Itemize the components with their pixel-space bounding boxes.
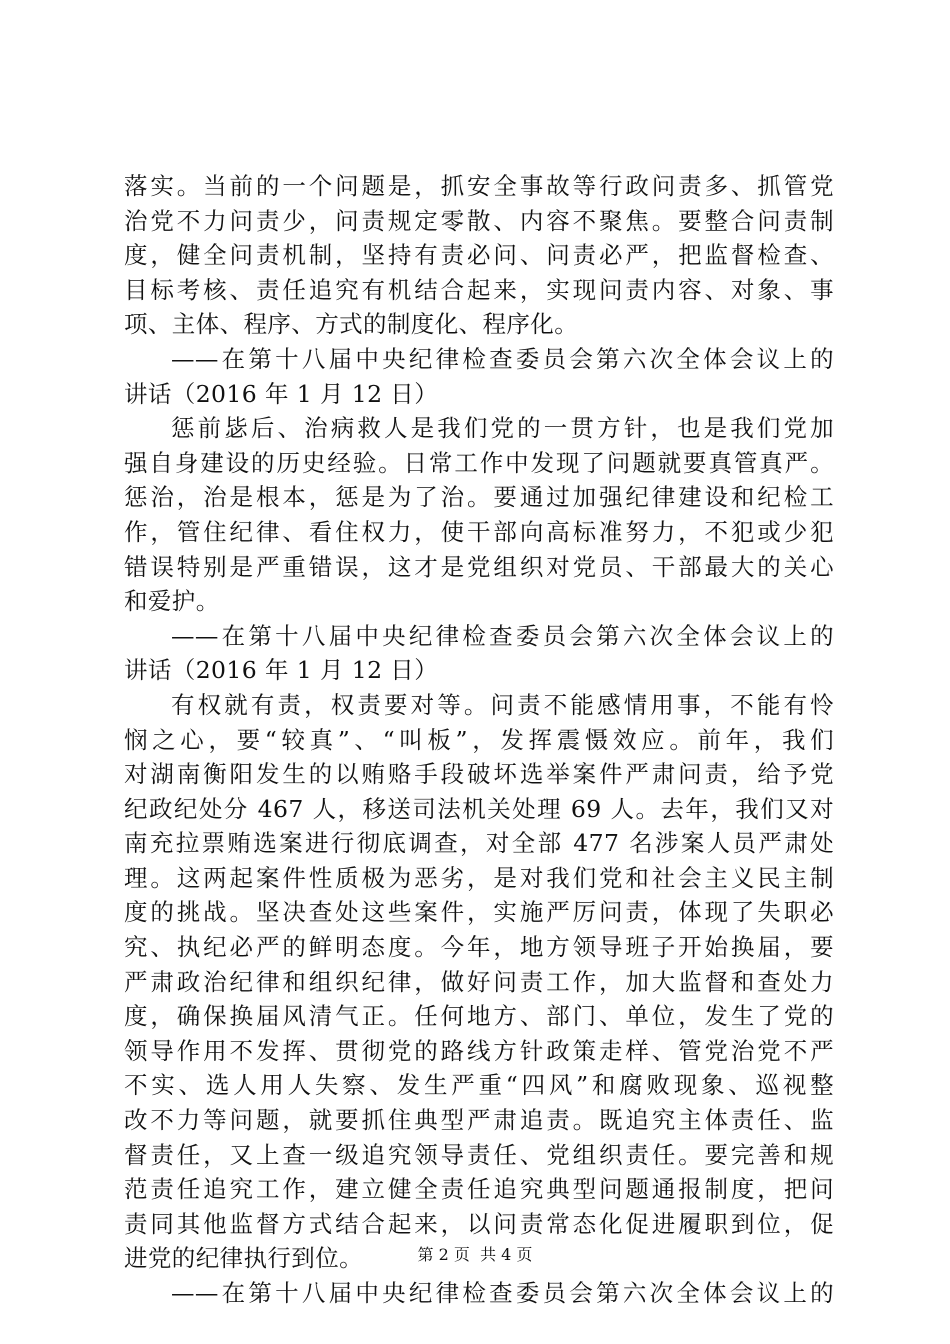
text-line: 度的挑战。坚决查处这些案件，实施严厉问责，体现了失职必 <box>124 898 834 927</box>
text-line: 目标考核、责任追究有机结合起来，实现问责内容、对象、事 <box>124 275 834 304</box>
text-line: 纪政纪处分 467 人，移送司法机关处理 69 人。去年，我们又对 <box>124 794 834 823</box>
text-line: 不实、选人用人失察、发生严重“四风”和腐败现象、巡视整 <box>124 1071 834 1100</box>
text-line: 对湖南衡阳发生的以贿赂手段破坏选举案件严肃问责，给予党 <box>124 760 834 789</box>
text-line: 惩治，治是根本，惩是为了治。要通过加强纪律建设和纪检工 <box>124 483 834 512</box>
text-line: 究、执纪必严的鲜明态度。今年，地方领导班子开始换届，要 <box>124 933 834 962</box>
text-line: 作，管住纪律、看住权力，使干部向高标准努力，不犯或少犯 <box>124 517 834 546</box>
text-line: 领导作用不发挥、贯彻党的路线方针政策走样、管党治党不严 <box>124 1036 834 1065</box>
source-attribution-line: ——在第十八届中央纪律检查委员会第六次全体会议上的 <box>171 1279 834 1307</box>
text-line: 督责任，又上查一级追究领导责任、党组织责任。要完善和规 <box>124 1140 834 1169</box>
text-line: 责同其他监督方式结合起来，以问责常态化促进履职到位，促 <box>124 1209 834 1238</box>
text-line: 落实。当前的一个问题是，抓安全事故等行政问责多、抓管党 <box>124 172 834 200</box>
document-body <box>124 169 834 1311</box>
page-footer-label: 第 2 页 共 4 页 <box>417 1245 533 1264</box>
text-line: 度，确保换届风清气正。任何地方、部门、单位，发生了党的 <box>124 1002 834 1031</box>
text-line: 治党不力问责少，问责规定零散、内容不聚焦。要整合问责制 <box>124 206 834 235</box>
source-attribution-date: 讲话（2016 年 1 月 12 日） <box>124 656 439 685</box>
text-line: 强自身建设的历史经验。日常工作中发现了问题就要真管真严。 <box>124 448 834 477</box>
text-line: 悯之心，要“较真”、“叫板”，发挥震慑效应。前年，我们 <box>124 725 834 754</box>
text-line: 错误特别是严重错误，这才是党组织对党员、干部最大的关心 <box>124 552 834 581</box>
text-line: 南充拉票贿选案进行彻底调查，对全部 477 名涉案人员严肃处 <box>124 829 834 858</box>
source-attribution-date: 讲话（2016 年 1 月 12 日） <box>124 379 439 408</box>
text-line: 理。这两起案件性质极为恶劣，是对我们党和社会主义民主制 <box>124 863 834 892</box>
text-line: 和爱护。 <box>124 587 220 616</box>
text-line: 范责任追究工作，建立健全责任追究典型问题通报制度，把问 <box>124 1175 834 1204</box>
text-line: 改不力等问题，就要抓住典型严肃追责。既追究主体责任、监 <box>124 1106 834 1135</box>
text-line: 项、主体、程序、方式的制度化、程序化。 <box>124 310 579 339</box>
paragraph-first-line: 惩前毖后、治病救人是我们党的一贯方针，也是我们党加 <box>171 414 834 443</box>
source-attribution-line: ——在第十八届中央纪律检查委员会第六次全体会议上的 <box>171 344 834 373</box>
source-attribution-line: ——在第十八届中央纪律检查委员会第六次全体会议上的 <box>171 621 834 650</box>
paragraph-first-line: 有权就有责，权责要对等。问责不能感情用事，不能有怜 <box>171 690 834 719</box>
text-line: 进党的纪律执行到位。 <box>124 1244 363 1273</box>
text-line: 严肃政治纪律和组织纪律，做好问责工作，加大监督和查处力 <box>124 967 834 996</box>
text-line: 度，健全问责机制，坚持有责必问、问责必严，把监督检查、 <box>124 241 834 270</box>
